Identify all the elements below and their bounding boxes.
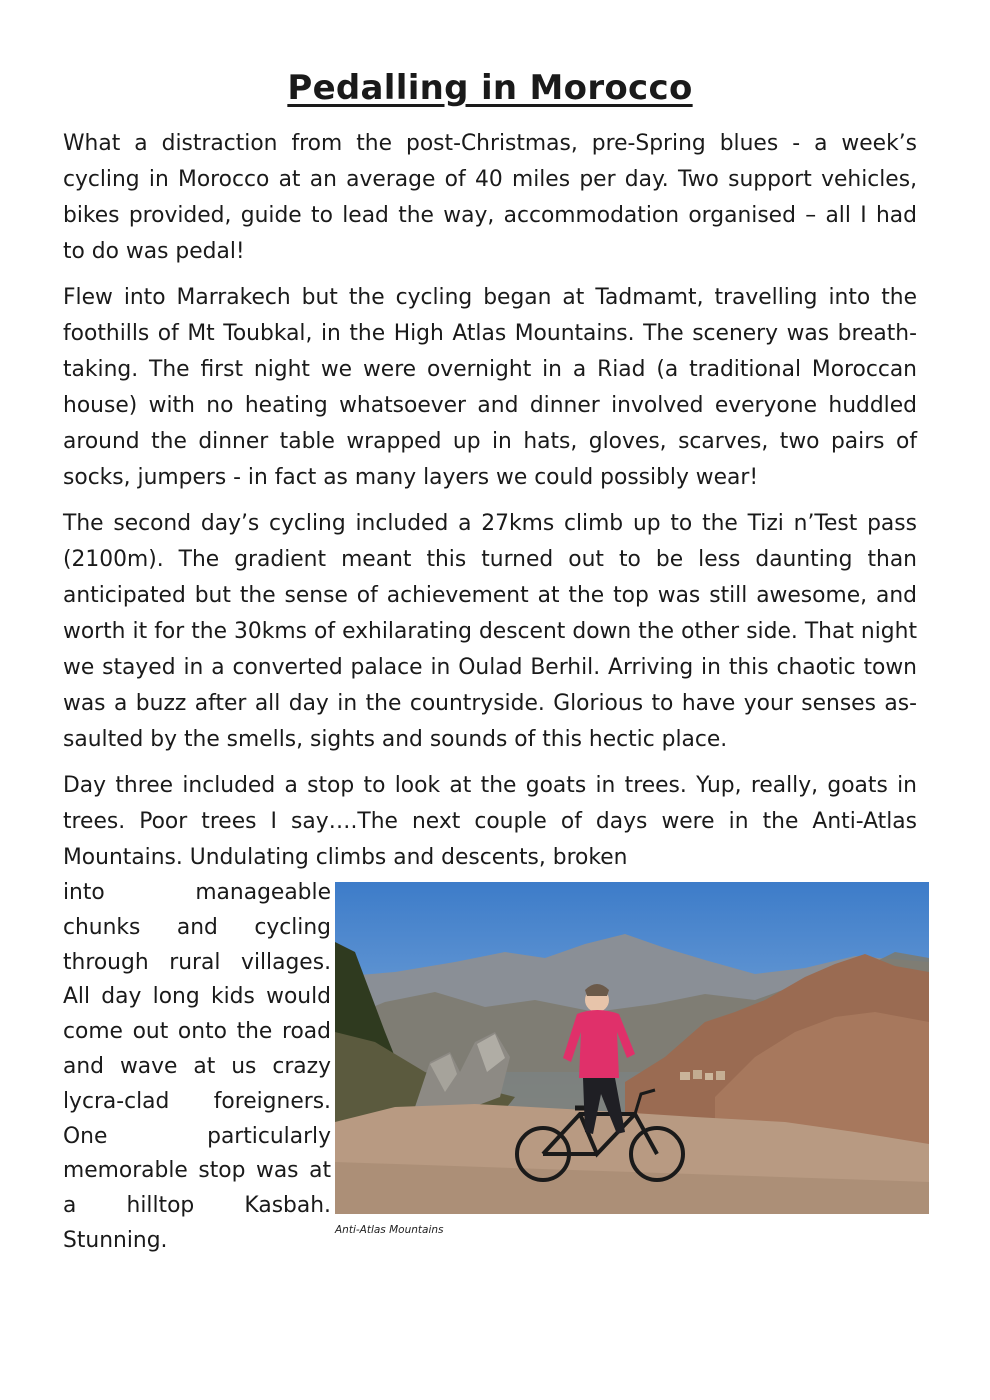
paragraph-3: The second day’s cycling included a 27kms climb up to the Tizi n’Test pass (2100m). The gradient meant this turned out to be less daunting than anticipated but the sense of achievement at the top was still awesome, and worth it for the 30kms of exhilarating descent down the other side. That night we stayed in a converted palace in Oulad Berhil. Arriving in this chaotic town was a buzz after all day in the countryside. Glorious to have your senses assaulted by the smells, sights and sounds of this hectic place. bbox=[63, 511, 917, 752]
photo-figure bbox=[335, 882, 929, 1236]
paragraph-2: Flew into Marrakech but the cycling began at Tadmamt, travelling into the foothills of Mt Toubkal, in the High Atlas Mountains. The scenery was breath-taking. The first night we were overnight in a Riad (a traditional Moroccan house) with no heating whatsoever and dinner involved everyone huddled around the dinner table wrapped up in hats, gloves, scarves, two pairs of socks, jumpers - in fact as many layers we could possibly wear! bbox=[63, 285, 917, 490]
paragraph-1: What a distraction from the post-Christmas, pre-Spring blues - a week’s cycling in Morocco at an average of 40 miles per day. Two support vehicles, bikes provided, guide to lead the way, accommodation organised – all I had to do was pedal! bbox=[63, 131, 917, 264]
cyclist-mountain-photo bbox=[335, 882, 929, 1214]
paragraph-4: Day three included a stop to look at the goats in trees. Yup, really, goats in trees. Poor trees I say….The next couple of days were in the Anti-Atlas Mountains. Undulating climbs and descents, broken bbox=[63, 773, 917, 870]
article bbox=[63, 62, 917, 1259]
photo-caption: Anti-Atlas Mountains bbox=[335, 1224, 444, 1236]
article-title: Pedalling in Morocco bbox=[287, 68, 693, 108]
photo-section bbox=[63, 876, 917, 1259]
paragraph-5: into manageable chunks and cycling through rural villages. All day long kids would come out onto the road and wave at us crazy lycra-clad foreigners. One particularly memorable stop was at a hilltop Kasbah. Stunning. bbox=[63, 880, 331, 1253]
